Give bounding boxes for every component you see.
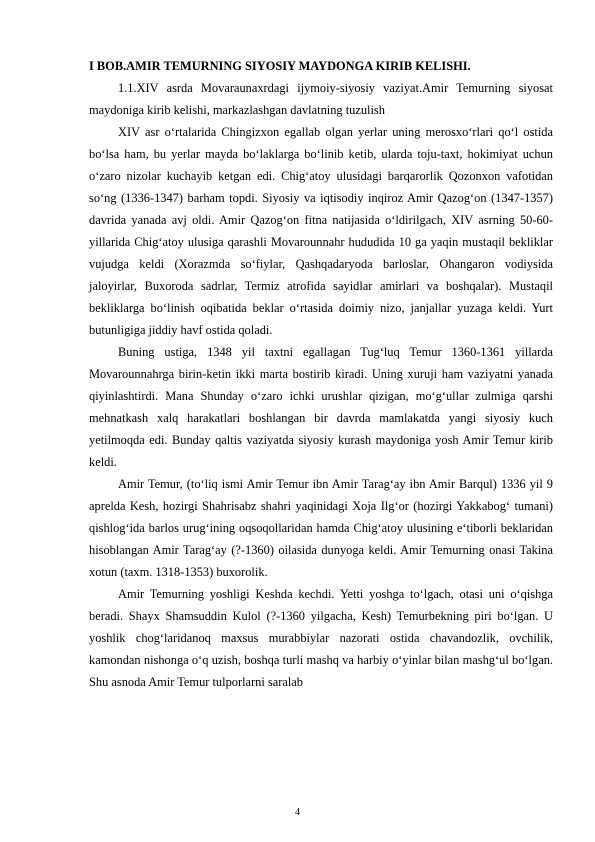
section-title-paragraph: 1.1.XIV asrda Movaraunaxrdagi ijymoiy-siyosiy vaziyat.Amir Temurning siyosat maydoniga kirib kelishi, markazlashgan davlatning tuzulish [89,81,553,117]
page-body [89,55,553,693]
chapter-heading: I BOB.AMIR TEMURNING SIYOSIY MAYDONGA KIRIB KELISHI. [89,59,471,73]
body-paragraph: Amir Temur, (to‘liq ismi Amir Temur ibn Amir Tarag‘ay ibn Amir Barqul) 1336 yil 9 aprelda Kesh, hozirgi Shahrisabz shahri yaqinidagi Xoja Ilg‘or (hozirgi Yakkabog‘ tumani) qishlog‘ida barlos urug‘ining oqsoqollaridan hamda Chig‘atoy ulusining e‘tiborli beklaridan hisoblangan Amir Tarag‘ay (?-1360) oilasida dunyoga keldi. Amir Temurning onasi Takina xotun (taxm. 1318-1353) buxorolik. [89,477,553,579]
body-paragraph: XIV asr o‘rtalarida Chingizxon egallab olgan yerlar uning merosxo‘rlari qo‘l ostida bo‘lsa ham, bu yerlar mayda bo‘laklarga bo‘linib ketib, ularda toju-taxt, hokimiyat uchun o‘zaro nizolar kuchayib ketgan edi. Chig‘atoy ulusidagi barqarorlik Qozonxon vafotidan so‘ng (1336-1347) barham topdi. Siyosiy va iqtisodiy inqiroz Amir Qazog‘on (1347-1357) davrida yanada avj oldi. Amir Qazog‘on fitna natijasida o‘ldirilgach, XIV asrning 50-60-yillarida Chig‘atoy ulusiga qarashli Movarounnahr hududida 10 ga yaqin mustaqil bekliklar vujudga keldi (Xorazmda so‘fiylar, Qashqadaryoda barloslar, Ohangaron vodiysida jaloyirlar, Buxoroda sadrlar, Termiz atrofida sayidlar amirlari va boshqalar). Mustaqil bekliklarga bo‘linish oqibatida beklar o‘rtasida doimiy nizo, janjallar yuzaga keldi. Yurt butunligiga jiddiy havf ostida qoladi. [89,125,553,337]
body-paragraph: Amir Temurning yoshligi Keshda kechdi. Yetti yoshga to‘lgach, otasi uni o‘qishga beradi. Shayx Shamsuddin Kulol (?-1360 yilgacha, Kesh) Temurbekning piri bo‘lgan. U yoshlik chog‘laridanoq maxsus murabbiylar nazorati ostida chavandozlik, ovchilik, kamondan nishonga o‘q uzish, boshqa turli mashq va harbiy o‘yinlar bilan mashg‘ul bo‘lgan. Shu asnoda Amir Temur tulporlarni saralab [89,587,553,689]
page-number: 4 [295,807,300,818]
body-paragraph: Buning ustiga, 1348 yil taxtni egallagan Tug‘luq Temur 1360-1361 yillarda Movarounnahrga birin-ketin ikki marta bostirib kiradi. Uning xuruji ham vaziyatni yanada qiyinlashtirdi. Mana Shunday o‘zaro ichki urushlar qizigan, mo‘g‘ullar zulmiga qarshi mehnatkash xalq harakatlari boshlangan bir davrda mamlakatda yangi siyosiy kuch yetilmoqda edi. Bunday qaltis vaziyatda siyosiy kurash maydoniga yosh Amir Temur kirib keldi. [89,345,553,469]
